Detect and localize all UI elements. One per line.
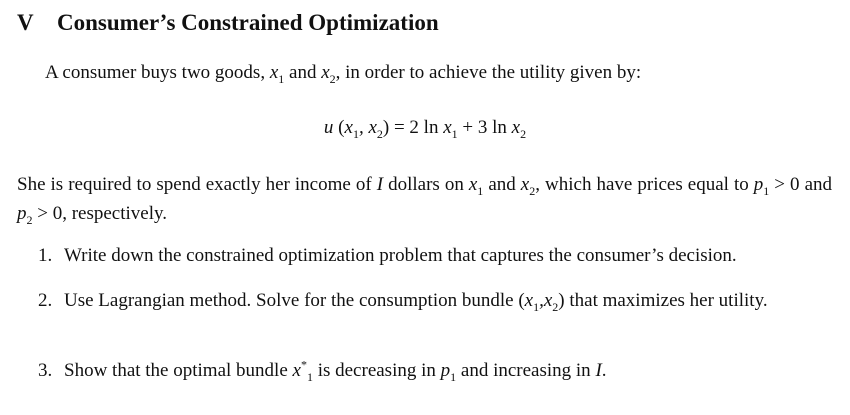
budget-text-3: , which have prices equal to bbox=[535, 174, 749, 195]
math-p1: $p_1$ bbox=[440, 360, 457, 384]
math-x1: $x_1$ bbox=[468, 174, 484, 198]
question-1 bbox=[38, 242, 832, 270]
budget-and-2: and bbox=[804, 174, 833, 195]
utility-rhs: = 2 $\ln x_1 + 3$ $\ln x_2$ bbox=[393, 117, 527, 141]
question-3-text-mid: is decreasing in bbox=[317, 360, 436, 381]
utility-args: ($x_1$, $x_2$) bbox=[338, 117, 390, 141]
question-2-text-start: Use Lagrangian method. Solve for the consumption bundle bbox=[64, 290, 514, 311]
budget-text-4: , respectively. bbox=[62, 203, 168, 224]
math-x2: $x_2$ bbox=[520, 174, 536, 198]
question-2-marker: 2. bbox=[38, 290, 53, 311]
intro-text-start: A consumer buys two goods, bbox=[45, 62, 266, 83]
budget-and: and bbox=[488, 174, 516, 195]
question-3-text-mid2: and increasing in bbox=[460, 360, 591, 381]
section-heading bbox=[17, 10, 439, 36]
utility-fn: u bbox=[323, 117, 334, 138]
section-title: Consumer’s Constrained Optimization bbox=[57, 10, 439, 35]
price1-condition: > 0 bbox=[774, 174, 800, 195]
income-symbol: I bbox=[376, 174, 384, 195]
math-bundle: $(x_1,x_2)$ bbox=[518, 290, 565, 314]
budget-text-2: dollars on bbox=[388, 174, 464, 195]
utility-equation bbox=[0, 117, 850, 139]
question-2-text-end: that maximizes her utility. bbox=[569, 290, 768, 311]
intro-text-end: , in order to achieve the utility given by: bbox=[335, 62, 642, 83]
math-x2: $x_2$ bbox=[321, 62, 336, 86]
intro-sentence bbox=[45, 62, 641, 84]
question-3-text-end: . bbox=[601, 360, 607, 381]
price2-condition: > 0 bbox=[37, 203, 63, 224]
math-x1: $x_1$ bbox=[269, 62, 285, 86]
intro-and: and bbox=[289, 62, 317, 83]
question-1-marker: 1. bbox=[38, 245, 53, 266]
question-1-text: Write down the constrained optimization problem that captures the consumer’s decision. bbox=[64, 245, 737, 266]
math-p1: $p_1$ bbox=[753, 174, 770, 198]
question-3-marker: 3. bbox=[38, 360, 53, 381]
budget-paragraph bbox=[17, 170, 832, 228]
budget-text-1: She is required to spend exactly her income of bbox=[17, 174, 372, 195]
math-p2: $p_2$ bbox=[17, 203, 33, 227]
math-x1-star: $x^*_1$ bbox=[292, 357, 313, 384]
question-3 bbox=[38, 357, 832, 385]
math-income: I bbox=[595, 360, 602, 381]
question-2 bbox=[38, 287, 832, 315]
question-3-text-start: Show that the optimal bundle bbox=[64, 360, 288, 381]
section-number: V bbox=[17, 10, 34, 35]
